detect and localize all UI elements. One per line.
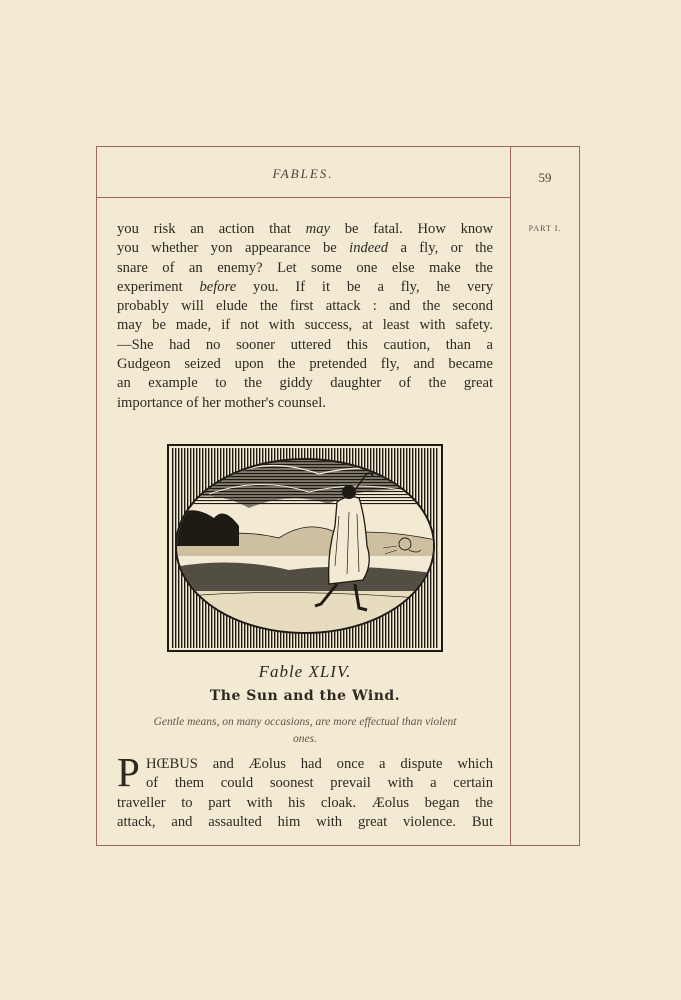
body-line: you risk an action that may be fatal. How know (117, 221, 494, 237)
header-rule (96, 197, 510, 198)
fable-line: HŒBUS and Æolus had once a dispute which (146, 756, 493, 772)
body-line: snare of an enemy? Let some one else make the (117, 259, 493, 276)
moral-line: ones. (293, 733, 317, 745)
fable-text (117, 755, 493, 832)
moral-line: Gentle means, on many occasions, are more effectual than violent (153, 716, 457, 728)
body-line: Gudgeon seized upon the pretended fly, and became (117, 356, 493, 373)
body-line: probably will elude the first attack : and the second (117, 298, 493, 315)
running-head: FABLES. (272, 166, 334, 181)
body-line: you whether yon appearance be indeed a fly, or the (117, 240, 493, 257)
fable-line: traveller to part with his cloak. Æolus began the (117, 794, 493, 811)
drop-cap: P (117, 749, 140, 795)
body-line: experiment before you. If it be a fly, he very (117, 278, 493, 295)
fable-line: attack, and assaulted him with great violence. But (117, 813, 493, 830)
woodcut-illustration (167, 444, 443, 652)
body-line: —She had no sooner uttered this caution, than a (117, 336, 493, 353)
fable-moral (117, 714, 493, 748)
page-number: 59 (538, 170, 552, 185)
fable-title: The Sun and the Wind. (209, 688, 401, 704)
fable-number: Fable XLIV. (258, 662, 352, 681)
body-line: importance of her mother's counsel. (117, 394, 326, 411)
margin-note: PART I. (528, 224, 562, 233)
body-line: may be made, if not with success, at least with safety. (117, 317, 493, 334)
margin-column-rule (510, 146, 511, 846)
fable-line: of them could soonest prevail with a certain (146, 775, 493, 792)
body-text (117, 220, 493, 413)
woodcut-svg (169, 446, 441, 650)
body-line: an example to the giddy daughter of the great (117, 375, 493, 392)
